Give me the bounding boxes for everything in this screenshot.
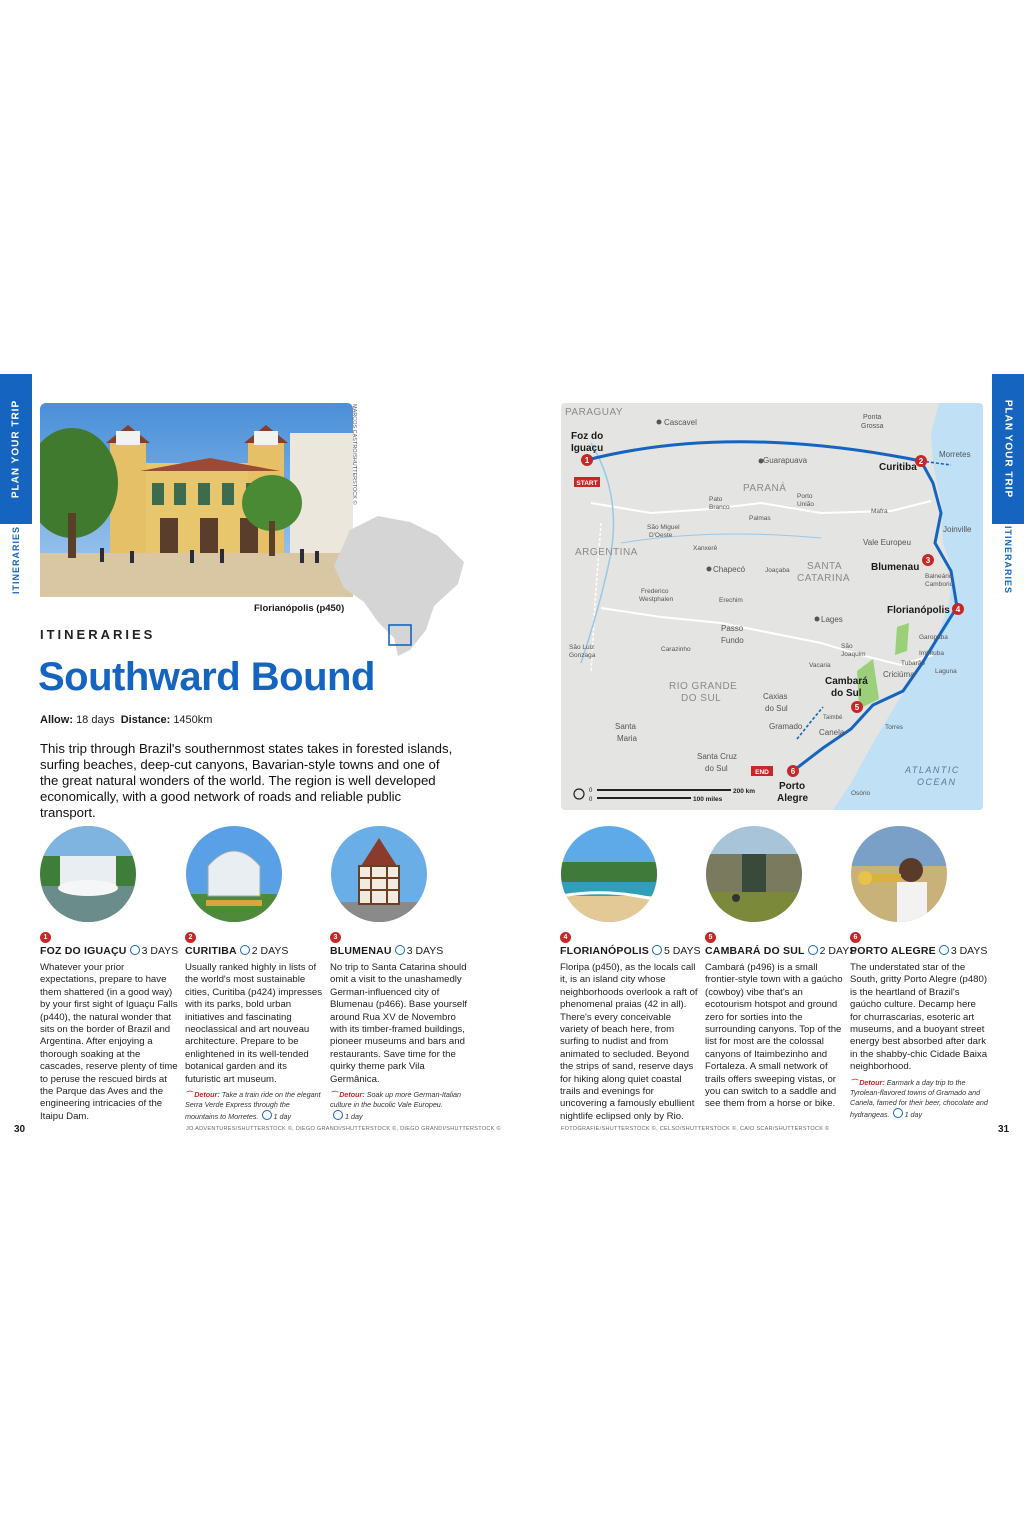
- clock-icon: [808, 945, 818, 955]
- detour-note: ⌒ Detour: Earmark a day trip to the Tyrolean-flavored towns of Gramado and Canela, famed for their beer, chocolate and hydrangeas. 1 day: [850, 1077, 988, 1119]
- stop-name: FLORIANÓPOLIS: [560, 945, 649, 957]
- clock-icon: [240, 945, 250, 955]
- stop-days: 2 DAYS: [819, 945, 857, 957]
- svg-text:Canela: Canela: [819, 728, 845, 737]
- photo-cambara-do-sul: [706, 826, 802, 922]
- section-eyebrow: ITINERARIES: [40, 627, 156, 642]
- plan-your-trip-tab-right[interactable]: PLAN YOUR TRIP: [992, 374, 1024, 524]
- map-label-foz: Foz do: [571, 431, 604, 442]
- page-number-left: 30: [14, 1124, 26, 1135]
- svg-text:Santa Cruz: Santa Cruz: [697, 752, 738, 761]
- svg-text:Porto: Porto: [797, 493, 813, 500]
- svg-text:Westphalen: Westphalen: [639, 596, 674, 603]
- photo-credits-right: FOTOGRAFIE/SHUTTERSTOCK ©, CELSO/SHUTTERSTOCK ©, CAIO SCAR/SHUTTERSTOCK ©: [561, 1126, 830, 1132]
- svg-text:Torres: Torres: [885, 724, 904, 731]
- itineraries-label-left: ITINERARIES: [11, 525, 21, 595]
- svg-text:Gramado: Gramado: [769, 722, 803, 731]
- svg-text:Pato: Pato: [709, 496, 723, 503]
- stop-2: [185, 926, 323, 1122]
- stop-description: Floripa (p450), as the locals call it, is an island city whose neighborhoods overlook a raft of phenomenal praias (42 in all). There's every conceivable variety of beach here, from surfing to nudist and from animated to secluded. Beyond the strips of sand, reserve days for hiking along quiet coastal trails and evenings for uncovering a famously ebullient nightlife eclipsed only by Rio.: [560, 962, 698, 1122]
- svg-text:RIO GRANDE: RIO GRANDE: [669, 681, 738, 692]
- clock-icon: [130, 945, 140, 955]
- svg-text:CATARINA: CATARINA: [797, 573, 851, 584]
- stop-description: The understated star of the South, gritty Porto Alegre (p480) is the heartland of Brazil's gaúcho culture. Decamp here for churrascarias, esoteric art museums, and a buoyant street energy best absorbed after dark in the shabby-chic Cidade Baixa neighborhood.: [850, 962, 988, 1073]
- photo-porto-alegre: [851, 826, 947, 922]
- stop-description: Usually ranked highly in lists of the world's most sustainable cities, Curitiba (p424) impresses with its parks, bold urban initiatives and fascinating neoclassical and art nouveau architecture. Prepare to be enlightened in its well-tended botanical garden and its futuristic art museum.: [185, 962, 323, 1085]
- hero-caption: Florianópolis (p450): [254, 603, 345, 614]
- svg-text:Garopaba: Garopaba: [919, 634, 948, 641]
- svg-text:Santa: Santa: [615, 722, 636, 731]
- svg-text:Xanxerê: Xanxerê: [693, 545, 718, 552]
- svg-text:do Sul: do Sul: [831, 688, 862, 699]
- map-state-santa-catarina: SANTA: [807, 561, 843, 572]
- stop-3: [330, 926, 468, 1122]
- photo-credits-left: JO ADVENTURES/SHUTTERSTOCK ©, DIEGO GRANDI/SHUTTERSTOCK ©, DIEGO GRANDI/SHUTTERSTOCK ©: [186, 1126, 501, 1132]
- svg-text:Taimbé: Taimbé: [823, 715, 843, 721]
- svg-text:Guarapuava: Guarapuava: [763, 456, 808, 465]
- stop-description: No trip to Santa Catarina should omit a visit to the unashamedly German-influenced city of Blumenau (p466). Base yourself around Rua XV de Novembro with its timber-framed buildings, pioneer museums and bars and restaurants. Save time for the quirky theme park Vila Germânica.: [330, 962, 468, 1085]
- svg-text:4: 4: [955, 605, 961, 614]
- clock-icon: [333, 1110, 343, 1120]
- svg-text:D'Oeste: D'Oeste: [649, 532, 673, 539]
- stop-number-badge: 3: [330, 932, 341, 943]
- page-number-right: 31: [998, 1124, 1010, 1135]
- svg-text:1: 1: [584, 456, 590, 465]
- svg-text:0: 0: [589, 797, 593, 803]
- svg-text:Florianópolis: Florianópolis: [887, 605, 950, 616]
- svg-text:Tubarão: Tubarão: [901, 660, 925, 667]
- stop-number-badge: 4: [560, 932, 571, 943]
- clock-icon: [262, 1110, 272, 1120]
- svg-text:do Sul: do Sul: [705, 764, 728, 773]
- svg-text:Cambará: Cambará: [825, 676, 868, 687]
- photo-curitiba: [186, 826, 282, 922]
- svg-text:ATLANTIC: ATLANTIC: [905, 765, 960, 775]
- brazil-locator-map: [330, 510, 466, 660]
- svg-text:Morretes: Morretes: [939, 450, 971, 459]
- detour-icon: ⌒: [330, 1090, 340, 1100]
- clock-icon: [893, 1108, 903, 1118]
- map-start-label: START: [576, 480, 598, 487]
- stop-name: CAMBARÁ DO SUL: [705, 945, 805, 957]
- stop-number-badge: 6: [850, 932, 861, 943]
- stop-days: 2 DAYS: [251, 945, 289, 957]
- svg-text:Grossa: Grossa: [861, 423, 884, 430]
- allow-distance-line: Allow: 18 days Distance: 1450km: [40, 714, 213, 726]
- svg-text:Laguna: Laguna: [935, 668, 957, 675]
- svg-text:0: 0: [589, 788, 593, 794]
- svg-text:6: 6: [790, 767, 796, 776]
- svg-text:Joinville: Joinville: [943, 525, 972, 534]
- hero-photo: [40, 403, 353, 597]
- svg-text:Criciúma: Criciúma: [883, 670, 915, 679]
- svg-text:DO SUL: DO SUL: [681, 693, 722, 704]
- stop-days: 5 DAYS: [663, 945, 701, 957]
- svg-text:Ponta: Ponta: [863, 414, 882, 421]
- svg-text:Lages: Lages: [821, 615, 843, 624]
- svg-text:Erechim: Erechim: [719, 597, 743, 604]
- svg-text:100 miles: 100 miles: [693, 796, 723, 803]
- stop-name: PORTO ALEGRE: [850, 945, 936, 957]
- svg-text:Joaquim: Joaquim: [841, 651, 866, 658]
- svg-text:São Luiz: São Luiz: [569, 644, 595, 651]
- svg-text:Curitiba: Curitiba: [879, 462, 917, 473]
- svg-text:Blumenau: Blumenau: [871, 562, 920, 573]
- svg-text:200 km: 200 km: [733, 788, 756, 795]
- svg-text:Iguaçu: Iguaçu: [571, 443, 604, 454]
- svg-text:Vacaria: Vacaria: [809, 662, 831, 669]
- stop-1: [40, 926, 178, 1123]
- detour-note: ⌒ Detour: Take a train ride on the elegant Serra Verde Express through the mountains to Morretes. 1 day: [185, 1090, 321, 1122]
- photo-blumenau: [331, 826, 427, 922]
- svg-text:Branco: Branco: [709, 504, 730, 511]
- svg-text:Mafra: Mafra: [871, 508, 888, 515]
- svg-text:União: União: [797, 501, 814, 508]
- svg-text:Passo: Passo: [721, 624, 744, 633]
- svg-text:Chapecó: Chapecó: [713, 565, 746, 574]
- stop-days: 3 DAYS: [406, 945, 444, 957]
- stop-description: Whatever your prior expectations, prepare to have them shattered (in a good way) by your first sight of Iguaçu Falls (p440), the natural wonder that sits on the border of Brazil and Argentina. After enjoying a thorough soaking at the cascades, reserve plenty of time to peruse the rescued birds at the Parque das Aves and the engineering intricacies of the Itaipu Dam.: [40, 962, 178, 1122]
- svg-text:Cascavel: Cascavel: [664, 418, 697, 427]
- svg-text:Caxias: Caxias: [763, 692, 788, 701]
- svg-text:OCEAN: OCEAN: [917, 777, 957, 787]
- route-map: [561, 403, 983, 810]
- svg-text:Camboriú: Camboriú: [925, 581, 954, 588]
- stop-days: 3 DAYS: [950, 945, 988, 957]
- stop-5: [705, 926, 857, 1111]
- svg-text:do Sul: do Sul: [765, 704, 788, 713]
- svg-text:Vale Europeu: Vale Europeu: [863, 538, 911, 547]
- svg-text:Porto: Porto: [779, 781, 806, 792]
- detour-note: ⌒ Detour: Soak up more German-Italian culture in the bucolic Vale Europeu. 1 day: [330, 1090, 462, 1122]
- svg-text:Fundo: Fundo: [721, 636, 744, 645]
- page-title: Southward Bound: [38, 655, 375, 699]
- svg-text:ARGENTINA: ARGENTINA: [575, 547, 638, 558]
- stop-name: FOZ DO IGUAÇU: [40, 945, 127, 957]
- svg-text:5: 5: [854, 703, 860, 712]
- hero-photo-credit: MARCOS CASTRO/SHUTTERSTOCK ©: [351, 404, 357, 505]
- svg-text:Gonzaga: Gonzaga: [569, 652, 596, 659]
- stop-number-badge: 1: [40, 932, 51, 943]
- svg-text:PARANÁ: PARANÁ: [743, 483, 787, 494]
- stop-number-badge: 2: [185, 932, 196, 943]
- stop-6: [850, 926, 988, 1120]
- svg-text:Frederico: Frederico: [641, 588, 669, 595]
- svg-text:Joaçaba: Joaçaba: [765, 567, 790, 574]
- stop-4: [560, 926, 701, 1123]
- photo-florianopolis: [561, 826, 657, 922]
- itineraries-label-right: ITINERARIES: [1003, 525, 1013, 595]
- stop-name: CURITIBA: [185, 945, 237, 957]
- detour-icon: ⌒: [185, 1090, 195, 1100]
- svg-text:Balneário: Balneário: [925, 573, 953, 580]
- svg-text:São: São: [841, 643, 853, 650]
- svg-text:2: 2: [918, 457, 924, 466]
- plan-your-trip-tab-left[interactable]: PLAN YOUR TRIP: [0, 374, 32, 524]
- clock-icon: [652, 945, 662, 955]
- map-end-label: END: [755, 769, 769, 776]
- clock-icon: [939, 945, 949, 955]
- svg-text:São Miguel: São Miguel: [647, 524, 680, 531]
- svg-text:Maria: Maria: [617, 734, 638, 743]
- svg-text:Osório: Osório: [851, 790, 871, 797]
- stop-number-badge: 5: [705, 932, 716, 943]
- svg-text:Imbituba: Imbituba: [919, 650, 944, 657]
- svg-text:Palmas: Palmas: [749, 515, 771, 522]
- svg-text:3: 3: [925, 556, 931, 565]
- photo-foz-do-iguacu: [40, 826, 136, 922]
- svg-text:PARAGUAY: PARAGUAY: [565, 407, 624, 418]
- stop-description: Cambará (p496) is a small frontier-style town with a gaúcho (cowboy) vibe that's an ecotourism hotspot and ground zero for sorties into the surrounding canyons. Top of the list for most are the colossal canyons of Itaimbezinho and Fortaleza. A small network of trails offers sweeping vistas, or you can switch to a saddle and see them from a horse or bike.: [705, 962, 843, 1110]
- detour-icon: ⌒: [850, 1077, 860, 1087]
- intro-paragraph: This trip through Brazil's southernmost states takes in forested islands, surfing beaches, deep-cut canyons, Bavarian-style towns and one of the great natural wonders of the world. The region is well developed economically, with a good network of roads and reliable public transport.: [40, 741, 453, 820]
- stop-name: BLUMENAU: [330, 945, 392, 957]
- svg-text:Alegre: Alegre: [777, 793, 809, 804]
- clock-icon: [395, 945, 405, 955]
- svg-text:Carazinho: Carazinho: [661, 646, 691, 653]
- stop-days: 3 DAYS: [141, 945, 179, 957]
